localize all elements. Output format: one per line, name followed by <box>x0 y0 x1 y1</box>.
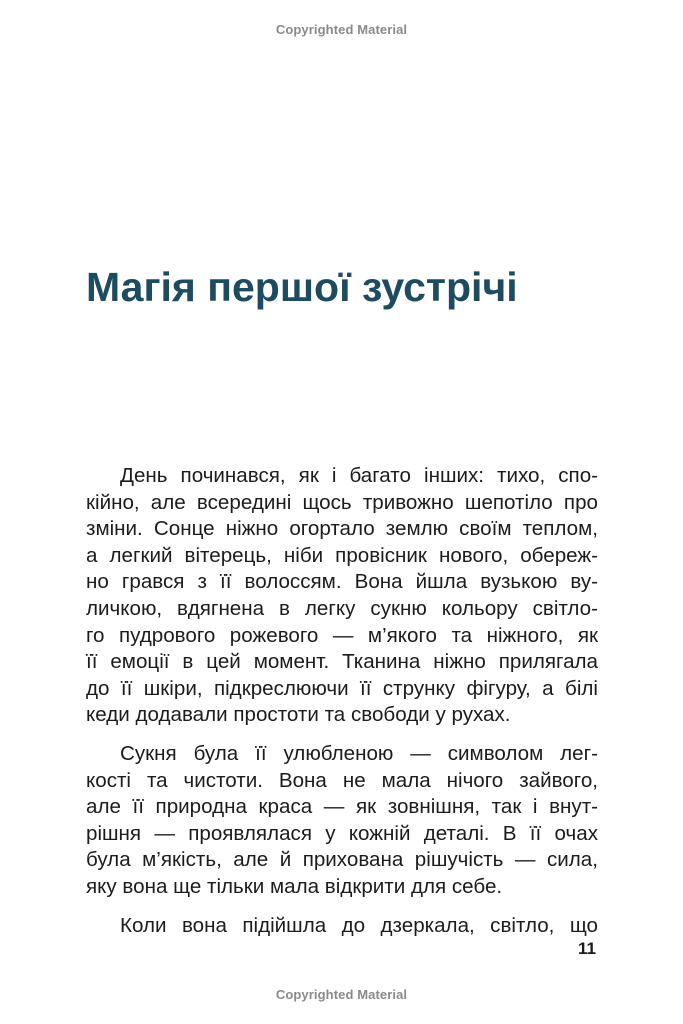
text-line: Коли вона підійшла до дзеркала, світло, що <box>120 913 598 937</box>
text-line: кості та чистоти. Вона не мала нічого зайвого, <box>86 768 598 792</box>
text-line: а легкий вітерець, ніби провісник нового, обереж- <box>86 543 598 567</box>
text-line: до її шкіри, підкреслюючи її струнку фігуру, а білі <box>86 676 598 700</box>
paragraph-1 <box>86 463 598 729</box>
copyright-watermark-bottom: Copyrighted Material <box>275 987 408 1002</box>
text-line: її емоції в цей момент. Тканина ніжно прилягала <box>86 650 598 674</box>
paragraph-3 <box>86 913 598 940</box>
text-line: Сукня була її улюбленою — символом лег- <box>120 741 598 765</box>
copyright-watermark-top: Copyrighted Material <box>275 22 408 37</box>
text-line: го пудрового рожевого — м’якого та ніжного, як <box>86 623 598 647</box>
text-line: зміни. Сонце ніжно огортало землю своїм теплом, <box>86 517 598 541</box>
text-line: кійно, але всередині щось тривожно шепотіло про <box>86 490 598 514</box>
text-line: яку вона ще тільки мала відкрити для себе. <box>86 874 503 898</box>
text-line: кеди додавали простоти та свободи у рухах. <box>86 703 511 727</box>
text-line: але її природна краса — як зовнішня, так і внут- <box>86 795 598 819</box>
text-line: була м’якість, але й прихована рішучість — сила, <box>86 848 598 872</box>
text-line: личкою, вдягнена в легку сукню кольору світло- <box>86 596 598 620</box>
chapter-title: Магія першої зустрічі <box>86 264 518 310</box>
text-line: но грався з її волоссям. Вона йшла вузькою ву- <box>86 570 598 594</box>
text-line: День починався, як і багато інших: тихо, спо- <box>120 464 598 487</box>
page-number: 11 <box>578 939 596 958</box>
body-text <box>86 463 598 951</box>
paragraph-2 <box>86 741 598 901</box>
text-line: рішня — проявлялася у кожній деталі. В її очах <box>86 821 598 845</box>
